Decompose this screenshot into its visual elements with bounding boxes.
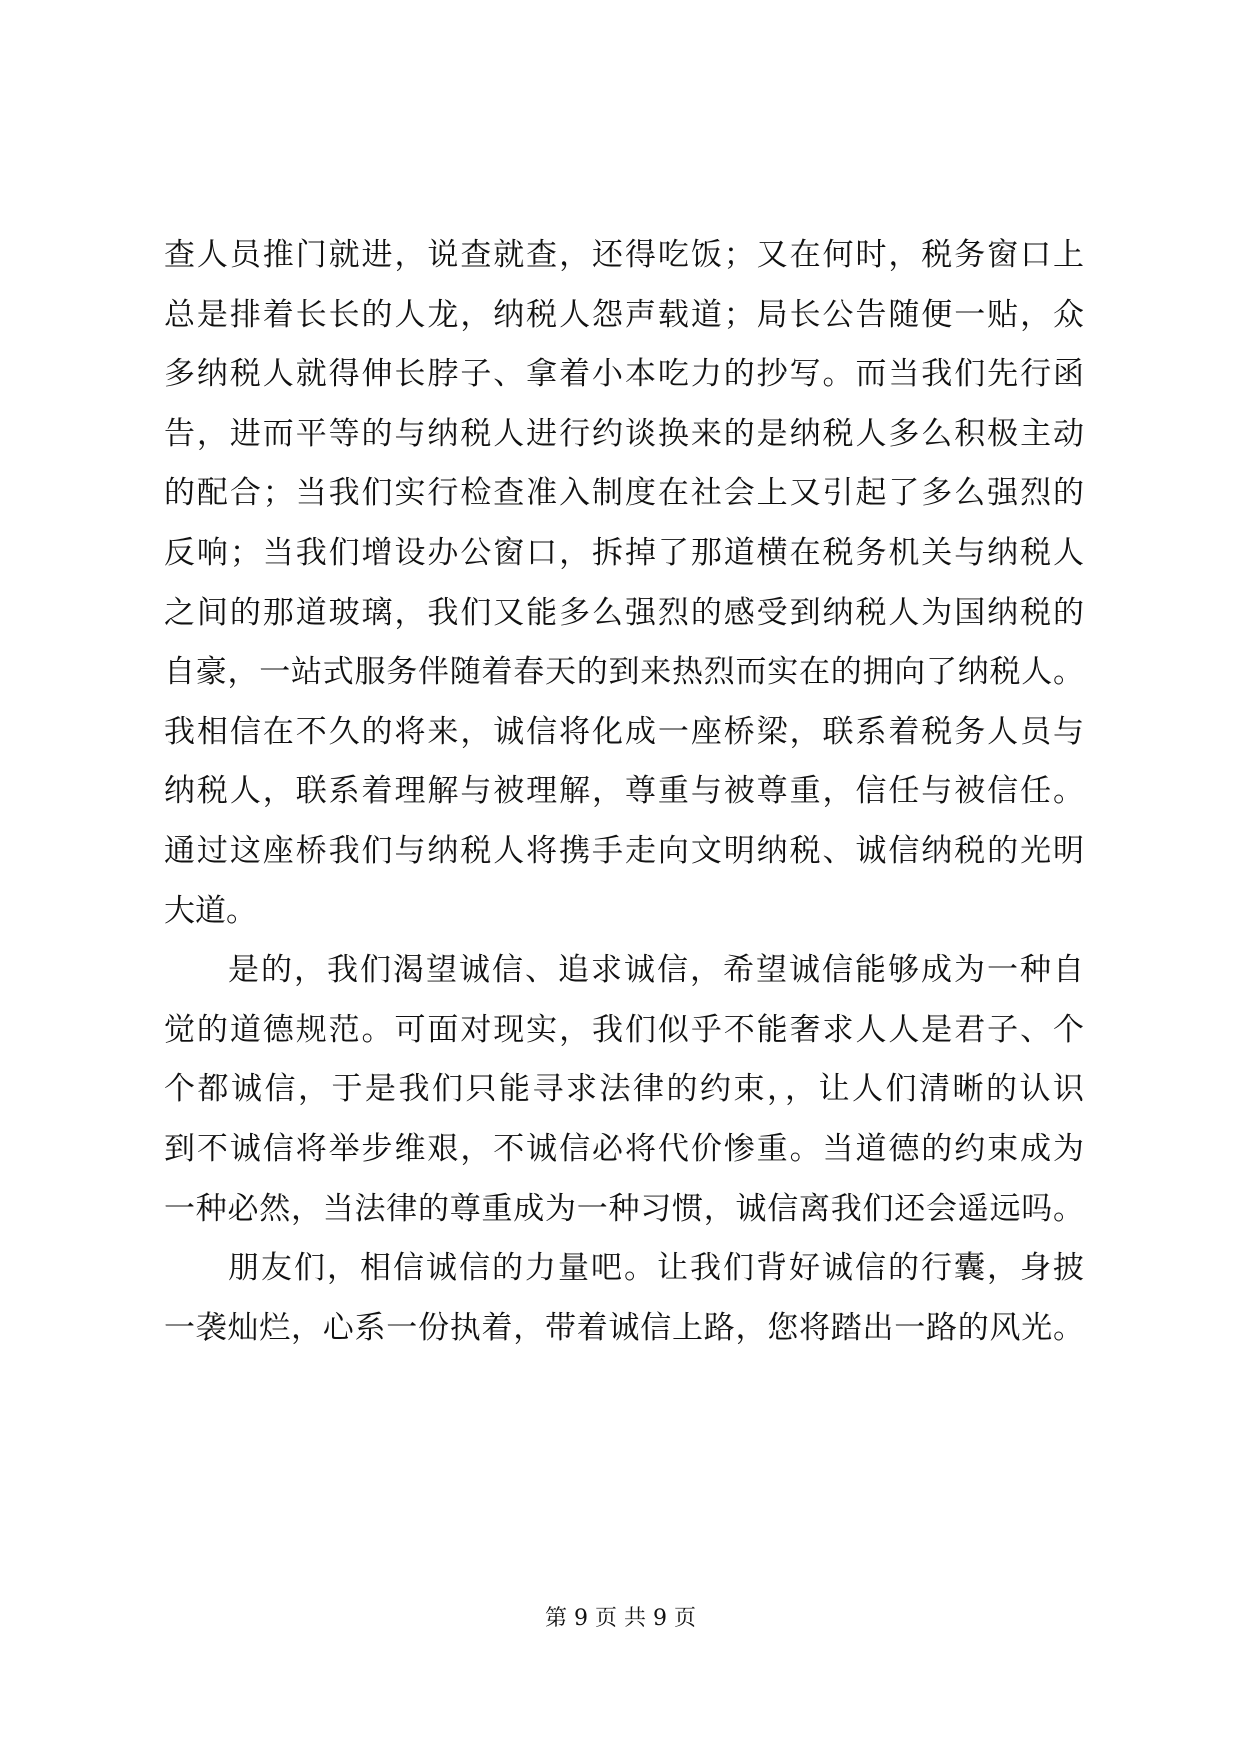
text-line: 总是排着长长的人龙，纳税人怨声载道；局长公告随便一贴，众 [164, 296, 1084, 333]
page-number-footer: 第 9 页 共 9 页 [545, 1606, 696, 1631]
text-line: 一袭灿烂，心系一份执着，带着诚信上路，您将踏出一路的风光。 [164, 1309, 1084, 1346]
text-line: 是的，我们渴望诚信、追求诚信，希望诚信能够成为一种自 [228, 952, 1084, 989]
paragraph-1 [164, 226, 1084, 941]
text-line: 觉的道德规范。可面对现实，我们似乎不能奢求人人是君子、个 [164, 1011, 1084, 1048]
text-line: 一种必然，当法律的尊重成为一种习惯，诚信离我们还会遥远吗。 [164, 1190, 1084, 1227]
text-line: 我相信在不久的将来，诚信将化成一座桥梁，联系着税务人员与 [164, 713, 1084, 750]
paragraph-2 [164, 941, 1084, 1239]
text-line: 多纳税人就得伸长脖子、拿着小本吃力的抄写。而当我们先行函 [164, 356, 1084, 393]
text-line: 大道。 [164, 892, 257, 929]
document-body [164, 226, 1084, 1358]
text-line: 自豪，一站式服务伴随着春天的到来热烈而实在的拥向了纳税人。 [164, 654, 1084, 691]
text-line: 个都诚信，于是我们只能寻求法律的约束，，让人们清晰的认识 [164, 1071, 1084, 1108]
text-line: 通过这座桥我们与纳税人将携手走向文明纳税、诚信纳税的光明 [164, 832, 1084, 869]
text-line: 的配合；当我们实行检查准入制度在社会上又引起了多么强烈的 [164, 475, 1084, 512]
text-line: 查人员推门就进，说查就查，还得吃饭；又在何时，税务窗口上 [164, 237, 1084, 273]
text-line: 纳税人，联系着理解与被理解，尊重与被尊重，信任与被信任。 [164, 773, 1084, 810]
text-line: 之间的那道玻璃，我们又能多么强烈的感受到纳税人为国纳税的 [164, 594, 1084, 631]
text-line: 反响；当我们增设办公窗口，拆掉了那道横在税务机关与纳税人 [164, 534, 1084, 571]
text-line: 告，进而平等的与纳税人进行约谈换来的是纳税人多么积极主动 [164, 415, 1084, 452]
paragraph-3 [164, 1239, 1084, 1358]
text-line: 朋友们，相信诚信的力量吧。让我们背好诚信的行囊，身披 [228, 1250, 1084, 1287]
text-line: 到不诚信将举步维艰，不诚信必将代价惨重。当道德的约束成为 [164, 1130, 1084, 1167]
